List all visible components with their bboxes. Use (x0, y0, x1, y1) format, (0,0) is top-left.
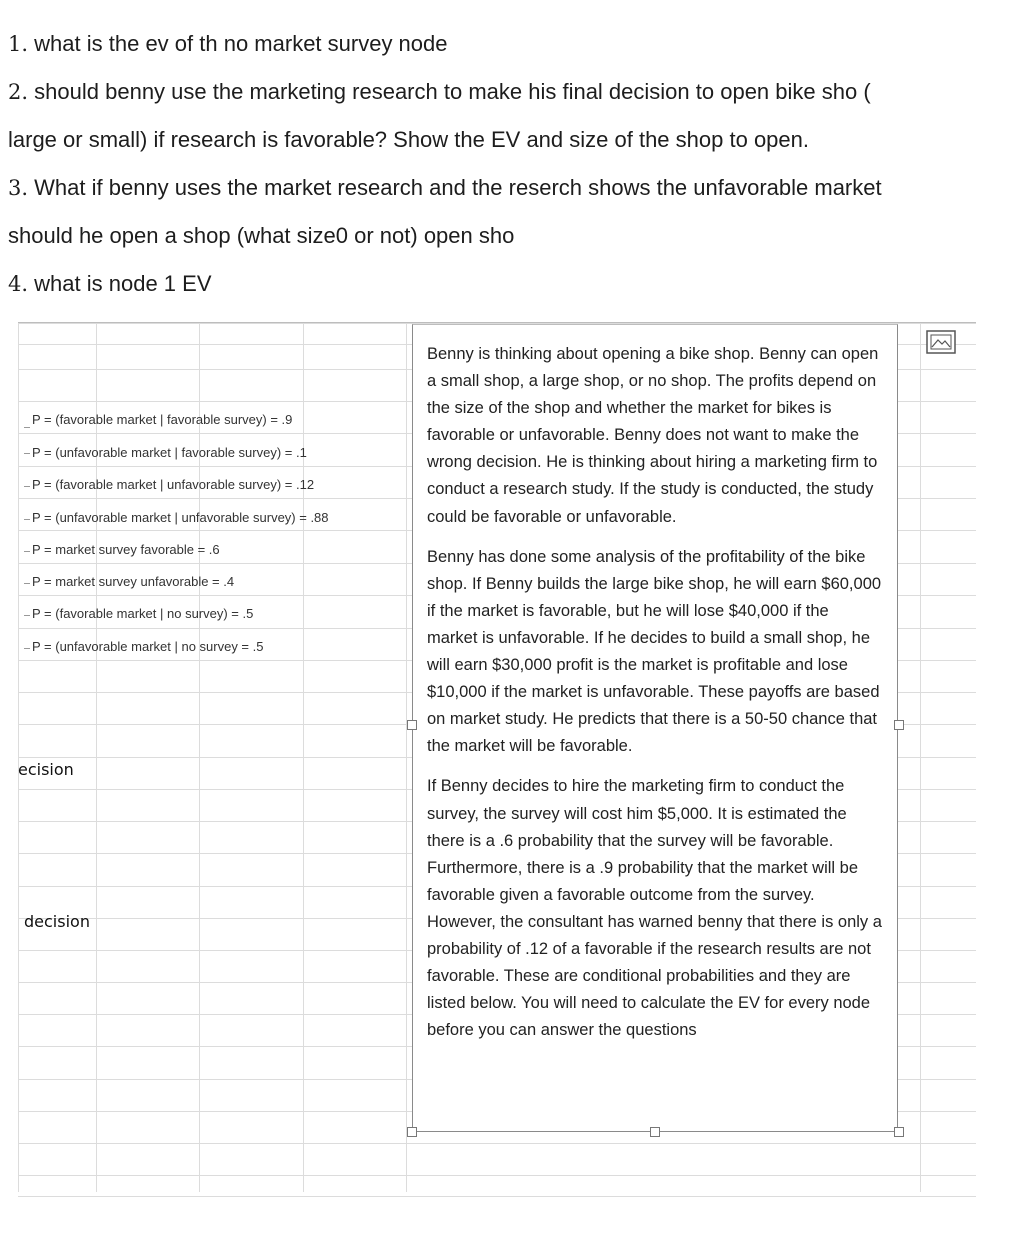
question-text: what is the ev of th no market survey node (34, 31, 448, 56)
question-3 (8, 164, 882, 212)
question-text: should benny use the marketing research to make his final decision to open bike sho ( (34, 79, 871, 104)
resize-handle-right[interactable] (894, 720, 904, 730)
image-icon[interactable] (926, 330, 956, 354)
probability-item: P = market survey favorable = .6 (32, 542, 220, 557)
probability-item: P = (unfavorable market | no survey = .5 (32, 639, 264, 654)
question-number: 2. (8, 80, 29, 104)
question-text: large or small) if research is favorable? Show the EV and size of the shop to open. (8, 127, 809, 152)
grid-column-line (406, 322, 407, 1192)
probability-item: P = (favorable market | no survey) = .5 (32, 606, 254, 621)
question-3-continued (8, 212, 514, 260)
grid-row-line (18, 1196, 976, 1197)
question-4 (8, 260, 212, 308)
probability-item: P = (favorable market | unfavorable survey) = .12 (32, 477, 315, 492)
question-text: what is node 1 EV (34, 271, 212, 296)
probability-item: P = (unfavorable market | favorable survey) = .1 (32, 445, 307, 460)
line-marker (24, 551, 30, 552)
line-marker (24, 486, 30, 487)
question-2 (8, 68, 871, 116)
question-1 (8, 20, 448, 68)
grid-column-line (18, 322, 19, 1192)
resize-handle-left[interactable] (407, 720, 417, 730)
line-marker (24, 453, 30, 454)
question-2-continued (8, 116, 809, 164)
textbox-paragraph-2: Benny has done some analysis of the profitability of the bike shop. If Benny builds the large bike shop, he will earn $60,000 if the market is favorable, but he will lose $40,000 if the market is unfavorable. If he decides to build a small shop, he will earn $30,000 profit is the market is profitable and lose $10,000 if the market is unfavorable. These payoffs are based on market study. He predicts that there is a 50-50 chance that the market will be favorable. (427, 547, 882, 756)
problem-textbox[interactable] (412, 324, 898, 1132)
question-number: 4. (8, 272, 29, 296)
question-number: 3. (8, 176, 29, 200)
line-marker (24, 648, 30, 649)
cell-decision[interactable]: decision (24, 912, 90, 931)
grid-row-line (18, 1175, 976, 1176)
textbox-paragraph-3: If Benny decides to hire the marketing firm to conduct the survey, the survey will cost him $5,000. It is estimated the there is a .6 probability that the survey will be favorable. Furthermore, there is a .9 probability that the market will be favorable given a favorable outcome from the survey. However, the consultant has warned benny that there is only a probability of .12 of a favorable if the research results are not favorable. These are conditional probabilities and they are listed below. You will need to calculate the EV for every node before you can answer the questions (427, 777, 882, 1040)
textbox-paragraph-1: Benny is thinking about opening a bike shop. Benny can open a small shop, a large shop, or no shop. The profits depend on the size of the shop and whether the market for bikes is favorable or unfavorable. Benny does not want to make the wrong decision. He is thinking about hiring a marketing firm to conduct a research study. If the study is conducted, the study could be favorable or unfavorable. (427, 345, 879, 526)
question-number: 1. (8, 32, 29, 56)
line-marker (24, 427, 30, 428)
grid-column-line (920, 322, 921, 1192)
question-text: What if benny uses the market research and the reserch shows the unfavorable market (34, 175, 882, 200)
grid-top-border (18, 322, 976, 323)
question-text: should he open a shop (what size0 or not) open sho (8, 223, 515, 248)
cell-decision[interactable]: ecision (18, 760, 74, 779)
probability-item: P = (unfavorable market | unfavorable survey) = .88 (32, 510, 329, 525)
resize-handle-bottom-left[interactable] (407, 1127, 417, 1137)
probability-item: P = (favorable market | favorable survey) = .9 (32, 412, 293, 427)
line-marker (24, 615, 30, 616)
line-marker (24, 583, 30, 584)
resize-handle-bottom[interactable] (650, 1127, 660, 1137)
probability-item: P = market survey unfavorable = .4 (32, 574, 235, 589)
line-marker (24, 519, 30, 520)
grid-row-line (18, 1143, 976, 1144)
resize-handle-bottom-right[interactable] (894, 1127, 904, 1137)
